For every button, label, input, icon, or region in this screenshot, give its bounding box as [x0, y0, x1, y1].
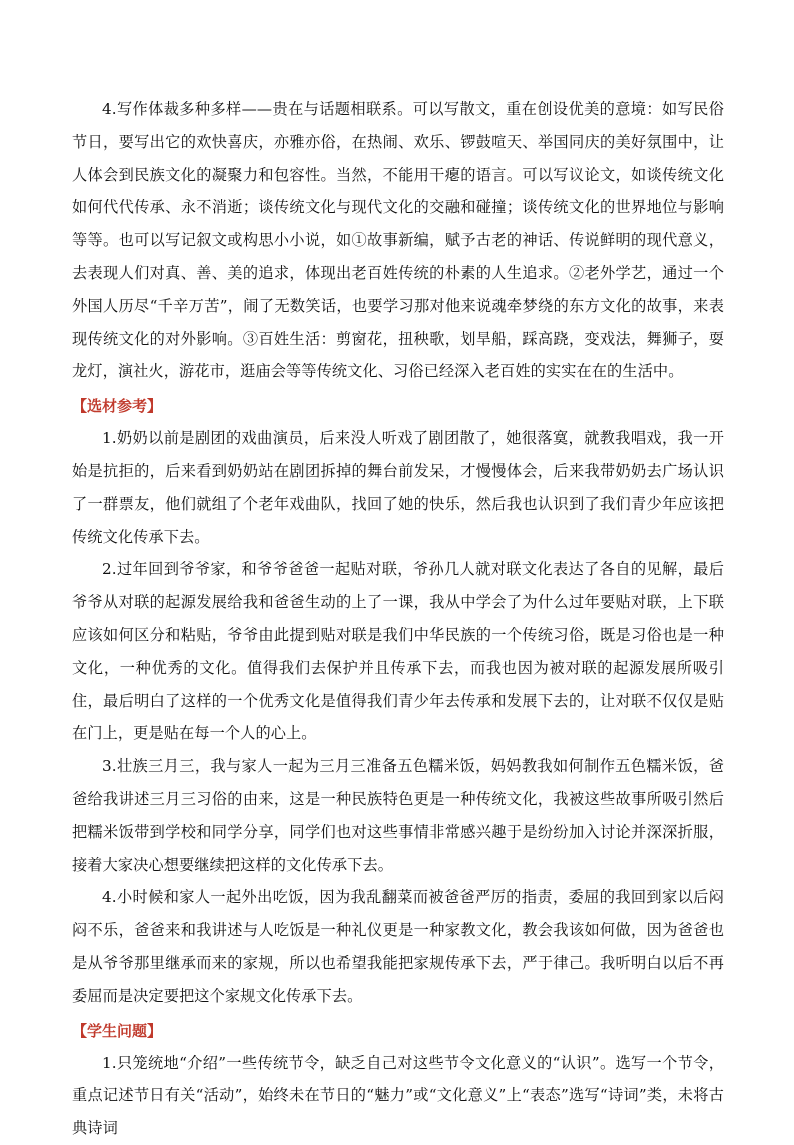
intro-paragraph: 4.写作体裁多种多样——贵在与话题相联系。可以写散文，重在创设优美的意境：如写民俗节日，要写出它的欢快喜庆，亦雅亦俗，在热闹、欢乐、锣鼓喧天、举国同庆的美好氛围中，让人体会到民族文化的凝聚力和包容性。当然，不能用干瘪的语言。可以写议论文，如谈传统文化如何代代传承、永不消逝；谈传统文化与现代文化的交融和碰撞；谈传统文化的世界地位与影响等等。也可以写记叙文或构思小小说，如①故事新编，赋予古老的神话、传说鲜明的现代意义，去表现人们对真、善、美的追求，体现出老百姓传统的朴素的人生追求。②老外学艺，通过一个外国人历尽“千辛万苦”，闹了无数笑话，也要学习那对他来说魂牵梦绕的东方文化的故事，来表现传统文化的对外影响。③百姓生活：剪窗花，扭秧歌，划旱船，踩高跷，变戏法，舞狮子，耍龙灯，演社火，游花市，逛庙会等等传统文化、习俗已经深入老百姓的实实在在的生活中。: [72, 100, 724, 381]
section-heading-material: 【选材参考】: [72, 397, 163, 416]
document-body: [72, 93, 724, 1145]
material-item-4: 4.小时候和家人一起外出吃饭，因为我乱翻菜而被爸爸严厉的指责，委屈的我回到家以后闷闷不乐，爸爸来和我讲述与人吃饭是一种礼仪更是一种家教文化，教会我该如何做，因为爸爸也是从爷爷那里继承而来的家规，所以也希望我能把家规传承下去，严于律己。我听明白以后不再委屈而是决定要把这个家规文化传承下去。: [72, 888, 724, 1005]
section-heading-problems: 【学生问题】: [72, 1021, 163, 1040]
material-item-1: 1.奶奶以前是剧团的戏曲演员，后来没人听戏了剧团散了，她很落寞，就教我唱戏，我一开始是抗拒的，后来看到奶奶站在剧团拆掉的舞台前发呆，才慢慢体会，后来我带奶奶去广场认识了一群票友，他们就组了个老年戏曲队，找回了她的快乐，然后我也认识到了我们青少年应该把传统文化传承下去。: [72, 429, 724, 546]
material-item-2: 2.过年回到爷爷家，和爷爷爸爸一起贴对联，爷孙几人就对联文化表达了各自的见解，最后爷爷从对联的起源发展给我和爸爸生动的上了一课，我从中学会了为什么过年要贴对联，上下联应该如何区分和粘贴，爷爷由此提到贴对联是我们中华民族的一个传统习俗，既是习俗也是一种文化，一种优秀的文化。值得我们去保护并且传承下去，而我也因为被对联的起源发展所吸引住，最后明白了这样的一个优秀文化是值得我们青少年去传承和发展下去的，让对联不仅仅是贴在门上，更是贴在每一个人的心上。: [72, 560, 724, 743]
problem-item-1: 1.只笼统地“介绍”一些传统节令，缺乏自己对这些节令文化意义的“认识”。选写一个节令，重点记述节日有关“活动”，始终未在节日的“魅力”或“文化意义”上“表态”选写“诗词”类，未将古典诗词: [72, 1053, 724, 1138]
material-item-3: 3.壮族三月三，我与家人一起为三月三准备五色糯米饭，妈妈教我如何制作五色糯米饭，爸爸给我讲述三月三习俗的由来，这是一种民族特色更是一种传统文化，我被这些故事所吸引然后把糯米饭带到学校和同学分享，同学们也对这些事情非常感兴趣于是纷纷加入讨论并深深折服，接着大家决心想要继续把这样的文化传承下去。: [72, 757, 724, 874]
